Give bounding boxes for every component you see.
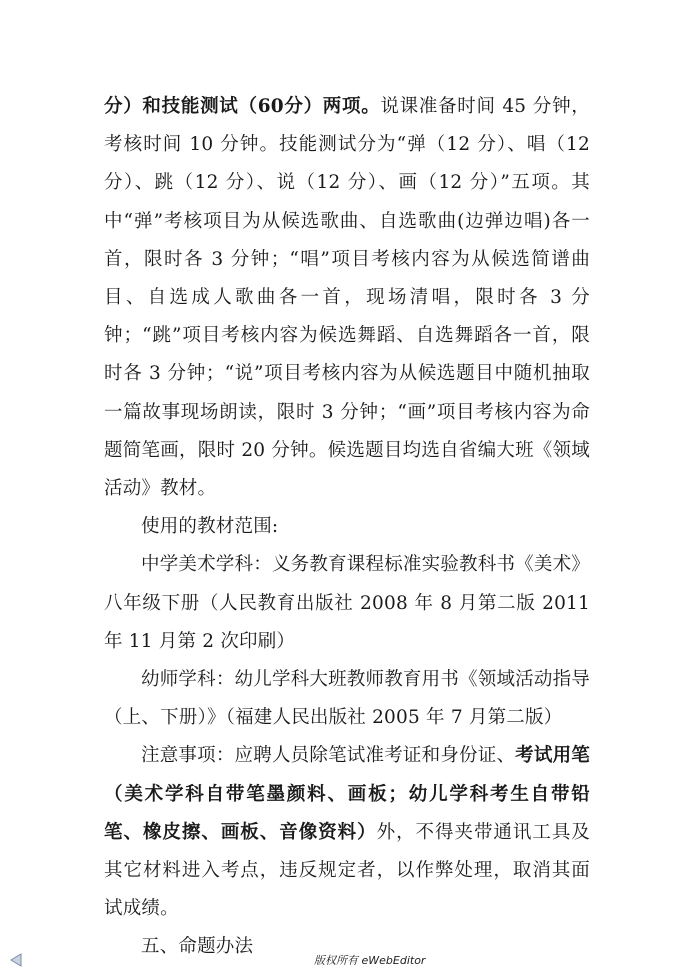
paragraph-bold-lead: 分）和技能测试（60分）两项。 [104,96,381,117]
document-body [104,88,590,967]
paragraph-interview-content [104,88,590,508]
notes-tail: 外，不得夹带通讯工具及其它材料进入考点，违反规定者，以作弊处理，取消其面试成绩。 [104,821,590,920]
notes-lead: 注意事项：应聘人员除笔试准考证和身份证、 [141,745,516,767]
paragraph-text: 说课准备时间 45 分钟，考核时间 10 分钟。技能测试分为“弹（12 分）、唱（12 分）、跳（12 分）、说（12 分）、画（12 分）”五项。其中“弹”考核项目为从候选歌曲、自选歌曲(边弹边唱)各一首，限时各 3 分钟；“唱”项目考核内容为从候选简谱曲目、自选成人歌曲各一首，现场清唱，限时各 3 分钟；“跳”项目考核内容为候选舞蹈、自选舞蹈各一首，限时各 3 分钟；“说”项目考核内容为从候选题目中随机抽取一篇故事现场朗读，限时 3 分钟；“画”项目考核内容为命题简笔画，限时 20 分钟。候选题目均选自省编大班《领域活动》教材。 [104,96,590,500]
paragraph-textbook-heading: 使用的教材范围: [141,516,279,538]
footer-copyright: 版权所有 eWebEditor [314,954,426,967]
paragraph-art-textbook: 中学美术学科：义务教育课程标准实验教科书《美术》八年级下册（人民教育出版社 2008 年 8 月第二版 2011 年 11 月第 2 次印刷） [104,554,590,652]
notes-bold: 考试用笔（美术学科自带笔墨颜料、画板；幼儿学科考生自带铅笔、橡皮擦、画板、音像资料） [104,745,590,843]
section-heading: 五、命题办法 [141,936,254,958]
left-arrow-icon[interactable] [9,953,23,967]
paragraph-preschool-textbook: 幼师学科：幼儿学科大班教师教育用书《领域活动指导（上、下册）》（福建人民出版社 2005 年 7 月第二版） [104,669,590,729]
paragraph-notes [104,737,590,928]
